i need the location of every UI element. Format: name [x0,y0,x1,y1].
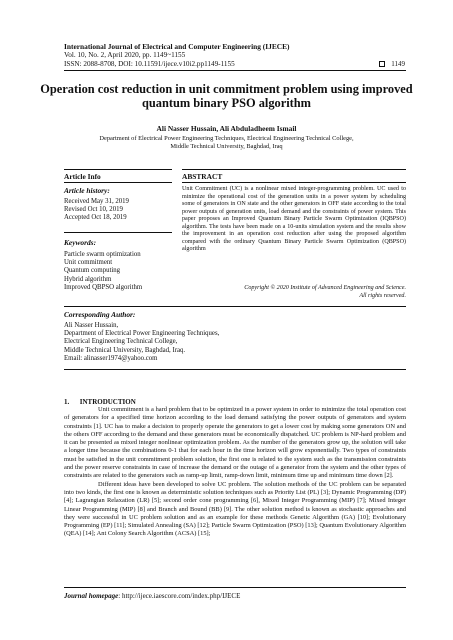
square-icon [379,61,385,67]
keyword-item: Quantum computing [64,267,121,275]
copyright-line-2: All rights reserved. [359,292,406,299]
history-received: Received May 31, 2019 [64,198,129,205]
body-paragraph: Different ideas have been developed to solve UC problem. The solution methods of the UC problem can be separated into two kinds, the first one is known as deterministic solution techniques such as Priority List (PL) [3]; Dynamic Programming (DP) [4]; Lagrangian Relaxation (LR) [5]; second order cone programming [6], Mixed Integer Programming (MIP) [7]; Mixed Integer Linear Programming (MIP) [8] and Branch and Bound (BB) [9]. The other solution method is known as stochastic approaches and they were successful in UC problem solution and as an example for these methods Genetic Algorithm (GA) [10]; Evolutionary Programming (EP) [11]; Simulated Annealing (SA) [12]; Particle Swarm Optimization (PSO) [13]; Quantum Evolutionary Algorithm (QEA) [14]; Ant Colony Search Algorithm (ACSA) [15]; [64,480,406,538]
article-info-top-rule [64,169,172,170]
abstract-sub-rule [182,182,406,183]
footer-label: Journal homepage [64,592,119,600]
journal-issn: ISSN: 2088-8708, DOI: 10.11591/ijece.v10i2.pp1149-1155 [64,60,235,68]
keyword-item: Hybrid algorithm [64,275,112,283]
affiliation-line-2: Middle Technical University, Baghdad, Iraq [170,143,283,150]
footer-url[interactable]: : http://ijece.iaescore.com/index.php/IJECE [118,592,241,600]
article-info-heading: Article Info [64,172,101,181]
corresponding-email: Email: alinasser1974@yahoo.com [64,354,158,362]
keywords-list [64,251,142,292]
abstract-text: Unit Commitment (UC) is a nonlinear mixed integer-programming problem. UC used to minimize the operational cost of the generation units in a power system by scheduling some of generators in ON state and the other generators in OFF state according to the total power outputs of generation units, load demand and the constraints of power system. This paper proposes an Improved Quantum Binary Particle Swarm Optimization (IQBPSO) algorithm. The tests have been made on a 10-units simulation system and the results show the improvement in an operation cost reduction after using the proposed algorithm compared with the ordinary Quantum Binary Particle Swarm Optimization (QBPSO) algorithm [182,186,406,252]
paper-authors: Ali Nasser Hussain, Ali Abduladheem Ismail [156,124,297,133]
copyright-line-1: Copyright © 2020 Institute of Advanced Engineering and Science. [244,285,406,291]
history-revised: Revised Oct 10, 2019 [64,206,123,214]
abstract-heading: ABSTRACT [182,172,223,181]
history-accepted: Accepted Oct 18, 2019 [64,214,127,222]
section-heading: 1. INTRODUCTION [64,398,136,406]
corresponding-heading: Corresponding Author: [64,310,136,319]
journal-footer [64,592,240,600]
page-number-block [379,60,405,68]
header-rule [64,70,406,71]
paper-title: Operation cost reduction in unit commitment problem using improved quantum binary PSO algorithm [40,82,413,110]
keyword-item: Particle swarm optimization [64,251,141,258]
corresponding-line: Ali Nasser Hussain, [64,322,119,329]
journal-name: International Journal of Electrical and Computer Engineering (IJECE) [64,42,290,51]
keywords-rule [64,232,172,233]
abstract-top-rule [182,169,406,170]
paper-affiliation [40,135,413,151]
corresponding-details [64,322,394,363]
history-heading: Article history: [64,186,110,195]
affiliation-line-1: Department of Electrical Power Engineering Techniques, Electrical Engineering Technical College, [99,135,354,142]
keyword-item: Unit commitment [64,259,113,267]
keyword-item: Improved QBPSO algorithm [64,283,143,291]
body-paragraph: Unit commitment is a hard problem that to be optimized in a power system in order to minimize the total operation cost of generators for a specified time horizon according to the load demand satisfying the power outputs of generators and system constraints [1]. UC has to make a decision to properly operate the generators to get a lower cost by making some generators ON and the others OFF according to the demand and these generators must be economically dispatched. UC problem is NP-hard problem and it can be presented as mixed integer nonlinear optimization problem. As the number of the generators grow up, the solution will take a longer time because the combinations 0-1 that for each hour in the time horizon will grow exponentially. Two types of constraints must be satisfied in the unit commitment problem solution, the first one is related to the system such as the transmission constraints and the power reserve constraints in case of increase the demand or the outage of a generator from the system and the other types of constraints are related to the generators such as ramp-up limit, ramp-down limit, minimum time up and minimum time down [2]. [64,406,406,480]
corresponding-line: Electrical Engineering Technical College, [64,338,178,346]
keywords-heading: Keywords: [64,238,97,247]
corresponding-bottom-rule [64,369,406,370]
journal-volume: Vol. 10, No. 2, April 2020, pp. 1149~1155 [64,51,186,59]
footer-rule [64,587,406,588]
journal-header [64,42,404,69]
corresponding-top-rule [64,306,406,307]
section-body [64,406,406,539]
article-info-sub-rule [64,182,172,183]
history-list [64,198,129,223]
page-number: 1149 [391,60,405,68]
copyright-notice [182,285,406,300]
corresponding-line: Department of Electrical Power Engineering Techniques, [64,330,220,338]
corresponding-line: Middle Technical University, Baghdad, Iraq. [64,346,186,354]
